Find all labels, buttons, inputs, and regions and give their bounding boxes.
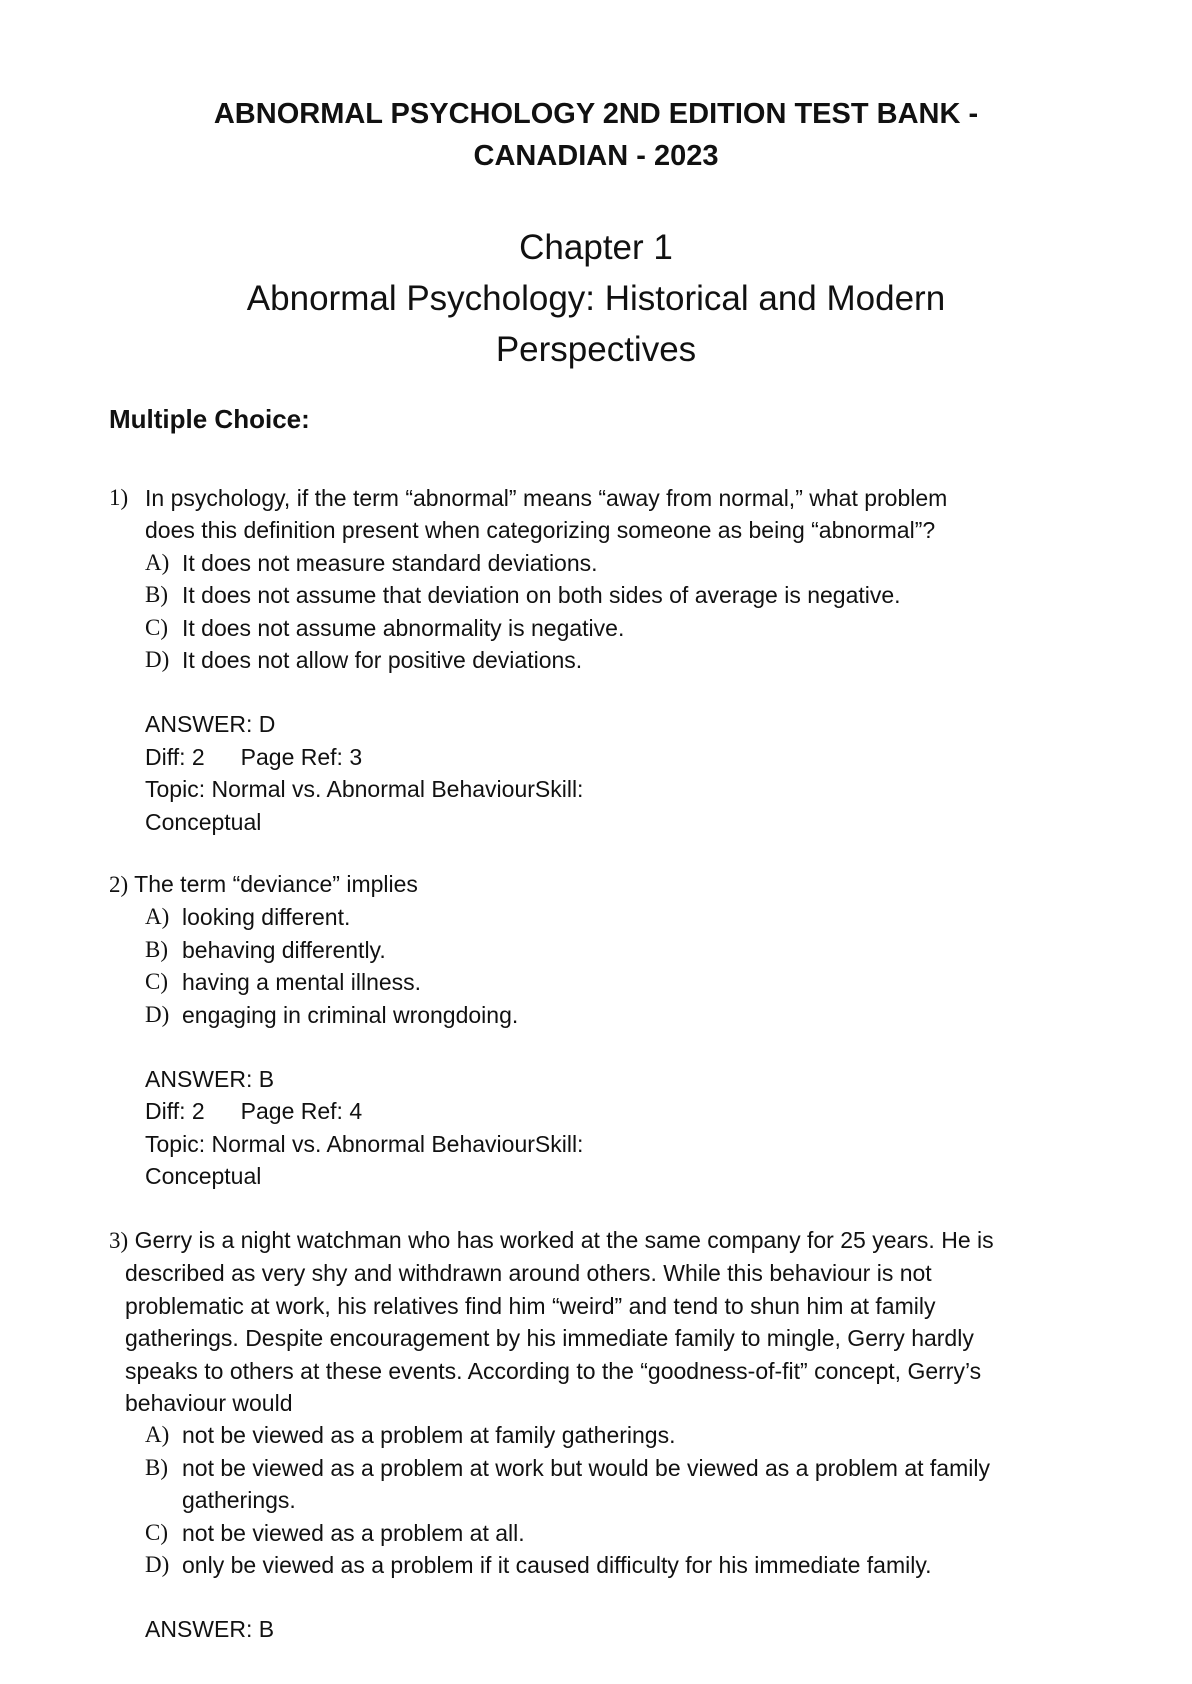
stem-line: The term “deviance” implies: [134, 871, 418, 897]
option-text: not be viewed as a problem at family gatherings.: [182, 1422, 676, 1449]
option-b: [109, 579, 1089, 611]
option-letter: B): [145, 936, 168, 962]
option-text: having a mental illness.: [182, 969, 422, 996]
stem-line: does this definition present when categorizing someone as being “abnormal”?: [145, 517, 936, 544]
question-number: 2): [109, 872, 129, 897]
stem-line: gatherings. Despite encouragement by his immediate family to mingle, Gerry hardly: [125, 1325, 974, 1352]
option-letter: A): [145, 1422, 170, 1448]
question-stem: [109, 482, 1089, 514]
option-text: not be viewed as a problem at work but would be viewed as a problem at family: [182, 1454, 990, 1481]
option-c: [109, 612, 1089, 644]
option-text: not be viewed as a problem at all.: [182, 1519, 525, 1546]
option-letter: D): [145, 1552, 170, 1578]
answer-block: [109, 1063, 1089, 1193]
stem-line: In psychology, if the term “abnormal” means “away from normal,” what problem: [145, 485, 948, 511]
question-3: [109, 1224, 1109, 1646]
stem-line: speaks to others at these events. According to the “goodness-of-fit” concept, Gerry’s: [125, 1357, 982, 1384]
option-text: It does not assume abnormality is negative.: [182, 614, 625, 641]
stem-line: problematic at work, his relatives find him “weird” and tend to shun him at family: [125, 1292, 936, 1319]
option-b-continuation: gatherings.: [182, 1487, 296, 1514]
option-letter: B): [145, 1454, 168, 1480]
option-letter: C): [145, 1519, 168, 1545]
title-line-1: ABNORMAL PSYCHOLOGY 2ND EDITION TEST BANK -: [213, 98, 979, 130]
option-letter: C): [145, 614, 168, 640]
chapter-heading: [0, 222, 1192, 375]
option-a: [109, 901, 1089, 933]
option-d: [109, 999, 1089, 1031]
option-c: [109, 1517, 1109, 1549]
diff-pageref: [145, 1095, 1089, 1127]
skill: Conceptual: [145, 808, 262, 835]
section-heading: Multiple Choice:: [109, 404, 310, 434]
answer: ANSWER: B: [145, 1616, 275, 1643]
question-number: 3): [109, 1228, 129, 1253]
page-ref: Page Ref: 3: [240, 743, 363, 770]
option-text: behaving differently.: [182, 936, 386, 963]
option-text: It does not assume that deviation on both sides of average is negative.: [182, 582, 901, 609]
topic: Topic: Normal vs. Abnormal BehaviourSkill:: [145, 1130, 584, 1157]
option-text: engaging in criminal wrongdoing.: [182, 1001, 519, 1028]
answer-block: [109, 1613, 1109, 1645]
question-number: 1): [109, 485, 129, 510]
option-letter: A): [145, 549, 170, 575]
option-a: [109, 547, 1089, 579]
option-text: It does not allow for positive deviations.: [182, 647, 583, 674]
answer-block: [109, 708, 1089, 838]
option-text: looking different.: [182, 904, 351, 931]
title-line-2: CANADIAN - 2023: [473, 140, 719, 172]
question-1: [109, 482, 1089, 838]
stem-line: described as very shy and withdrawn around others. While this behaviour is not: [125, 1260, 932, 1287]
answer: ANSWER: D: [145, 711, 276, 738]
option-d: [109, 1549, 1109, 1581]
option-a: [109, 1419, 1109, 1451]
question-2: [109, 868, 1089, 1193]
chapter-name-line-2: Perspectives: [495, 330, 697, 369]
option-letter: D): [145, 1001, 170, 1027]
chapter-name-line-1: Abnormal Psychology: Historical and Modern: [246, 279, 946, 318]
chapter-label: Chapter 1: [519, 228, 673, 267]
topic: Topic: Normal vs. Abnormal BehaviourSkill:: [145, 776, 584, 803]
answer: ANSWER: B: [145, 1066, 275, 1093]
option-d: [109, 644, 1089, 676]
question-stem: [109, 1224, 1109, 1257]
option-text: only be viewed as a problem if it caused difficulty for his immediate family.: [182, 1552, 932, 1579]
difficulty: Diff: 2: [145, 1098, 205, 1125]
diff-pageref: [145, 741, 1089, 773]
option-letter: D): [145, 647, 170, 673]
option-b: [109, 1452, 1109, 1484]
skill: Conceptual: [145, 1163, 262, 1190]
option-letter: C): [145, 969, 168, 995]
page-ref: Page Ref: 4: [240, 1098, 363, 1125]
option-letter: B): [145, 582, 168, 608]
document-title: [0, 93, 1192, 177]
question-stem: [109, 868, 1089, 901]
stem-line: behaviour would: [125, 1390, 293, 1417]
option-letter: A): [145, 904, 170, 930]
option-c: [109, 966, 1089, 998]
difficulty: Diff: 2: [145, 743, 205, 770]
option-b: [109, 934, 1089, 966]
stem-line: Gerry is a night watchman who has worked at the same company for 25 years. He is: [134, 1227, 994, 1253]
option-text: It does not measure standard deviations.: [182, 549, 598, 576]
